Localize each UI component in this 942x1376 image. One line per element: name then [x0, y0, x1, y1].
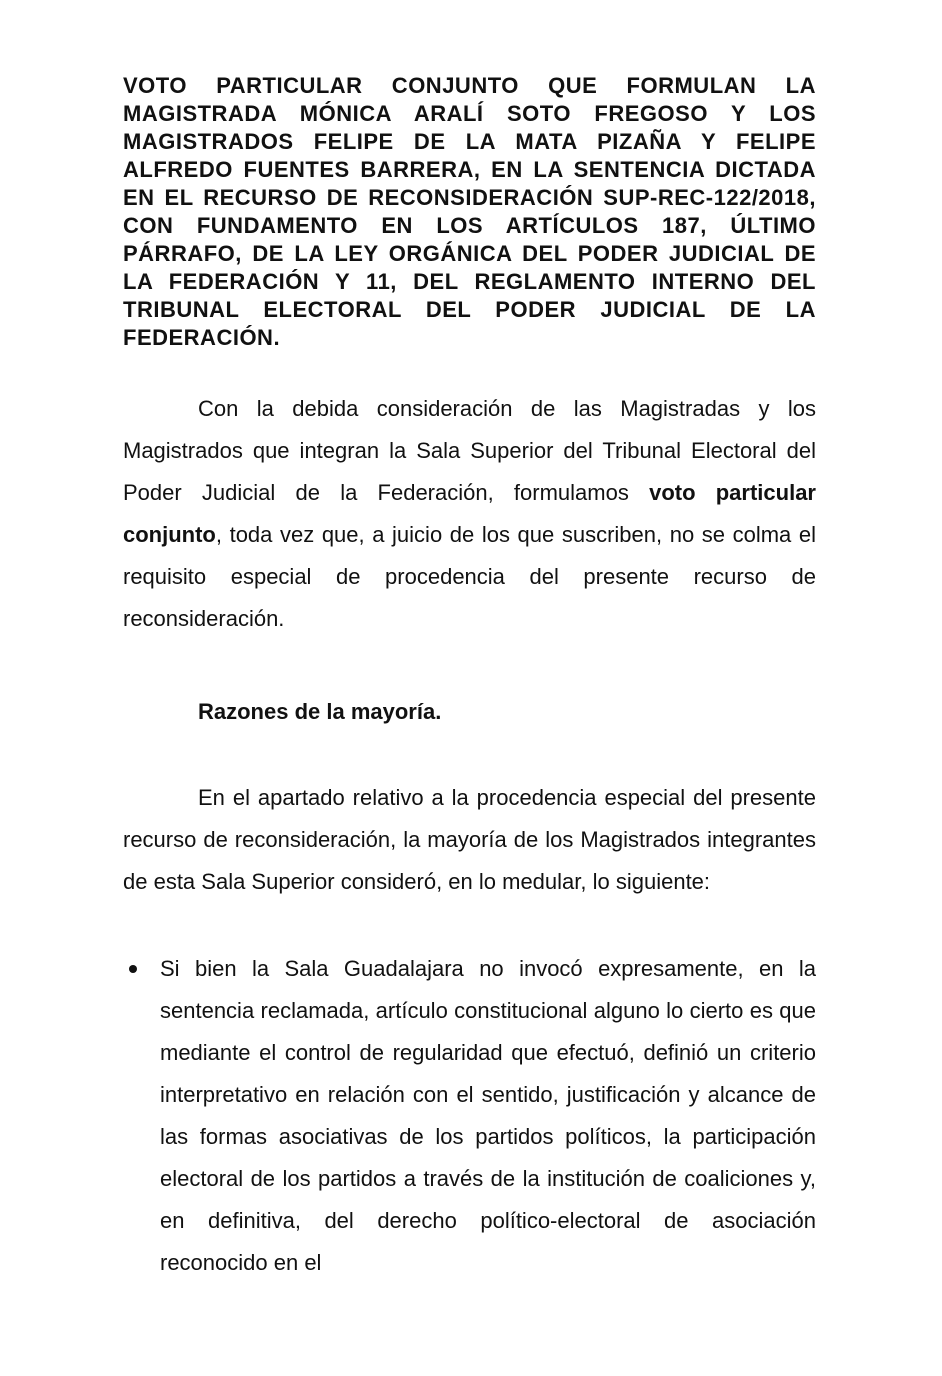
majority-paragraph: En el apartado relativo a la procedencia especial del presente recurso de reconsideración, la mayoría de los Magistrados integrantes de esta Sala Superior consideró, en lo medular, lo siguiente: — [123, 785, 816, 894]
document-heading: VOTO PARTICULAR CONJUNTO QUE FORMULAN LA MAGISTRADA MÓNICA ARALÍ SOTO FREGOSO Y LOS MAGISTRADOS FELIPE DE LA MATA PIZAÑA Y FELIPE ALFREDO FUENTES BARRERA, EN LA SENTENCIA DICTADA EN EL RECURSO DE RECONSIDERACIÓN SUP-REC-122/2018, CON FUNDAMENTO EN LOS ARTÍCULOS 187, ÚLTIMO PÁRRAFO, DE LA LEY ORGÁNICA DEL PODER JUDICIAL DE LA FEDERACIÓN Y 11, DEL REGLAMENTO INTERNO DEL TRIBUNAL ELECTORAL DEL PODER JUDICIAL DE LA FEDERACIÓN. — [123, 73, 816, 350]
opening-paragraph — [123, 388, 816, 640]
bullet-list — [123, 948, 816, 1284]
bullet-icon — [129, 965, 137, 973]
document-page — [123, 72, 816, 1284]
opening-paragraph-tail: , toda vez que, a juicio de los que suscriben, no se colma el requisito especial de procedencia del presente recurso de reconsideración. — [123, 522, 816, 631]
opening-paragraph-bold: voto particular conjunto — [123, 480, 816, 547]
list-item — [123, 948, 816, 1284]
bullet-text: Si bien la Sala Guadalajara no invocó expresamente, en la sentencia reclamada, artículo constitucional alguno lo cierto es que mediante el control de regularidad que efectuó, definió un criterio interpretativo en relación con el sentido, justificación y alcance de las formas asociativas de los partidos políticos, la participación electoral de los partidos a través de la institución de coaliciones y, en definitiva, del derecho político-electoral de asociación reconocido en el — [160, 956, 816, 1275]
section-subheading: Razones de la mayoría. — [198, 699, 442, 724]
opening-paragraph-text: Con la debida consideración de las Magistradas y los Magistrados que integran la Sala Superior del Tribunal Electoral del Poder Judicial de la Federación, formulamos — [123, 396, 816, 505]
